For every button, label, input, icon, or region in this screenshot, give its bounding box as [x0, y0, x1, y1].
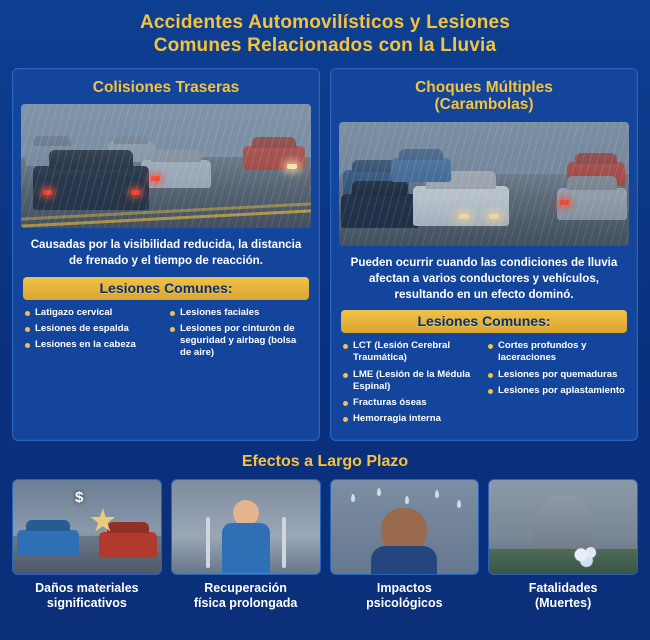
long-term-card-fatalities — [488, 479, 638, 611]
list-item — [170, 323, 307, 360]
section-title — [21, 79, 311, 97]
bullet-icon — [343, 344, 348, 349]
car-red — [99, 532, 157, 558]
label-line2: física prolongada — [193, 595, 298, 610]
list-item — [343, 413, 480, 425]
section-caption: Causadas por la visibilidad reducida, la distancia de frenado y el tiempo de reacción. — [30, 238, 302, 268]
long-term-card-property-damage — [12, 479, 162, 611]
person-body — [222, 523, 270, 573]
list-item — [25, 323, 162, 335]
person-body — [371, 546, 437, 575]
long-term-card-psychological — [330, 479, 480, 611]
long-term-effects-row — [0, 479, 650, 611]
rear-end-collision-image — [21, 104, 311, 228]
bullet-icon — [343, 417, 348, 422]
section-rear-end-collisions — [12, 68, 320, 441]
list-item — [488, 369, 625, 381]
page-title-line1: Accidentes Automovilísticos y Lesiones — [139, 12, 511, 33]
rain-drop-icon — [377, 488, 381, 496]
dollar-icon: $ — [75, 489, 84, 507]
long-term-card-physical-recovery — [171, 479, 321, 611]
rain-drop-icon — [351, 494, 355, 502]
list-item-label: Fracturas óseas — [353, 397, 427, 409]
lesions-list — [339, 340, 629, 430]
list-item — [488, 385, 625, 397]
lesions-list — [21, 307, 311, 364]
rain-drop-icon — [435, 490, 439, 498]
flowers-icon — [572, 546, 602, 568]
car-blue — [17, 530, 79, 556]
section-title-line2: (Carambolas) — [434, 96, 534, 114]
bullet-icon — [25, 327, 30, 332]
crutch-left — [206, 517, 210, 568]
list-item — [25, 339, 162, 351]
lesions-column-left — [343, 340, 480, 430]
list-item — [343, 369, 480, 394]
crutch-right — [282, 517, 286, 568]
section-title-line1: Choques Múltiples — [415, 78, 553, 96]
mist-overlay — [339, 122, 629, 246]
label-line2: (Muertes) — [534, 595, 592, 610]
list-item-label: Lesiones en la cabeza — [35, 339, 136, 351]
long-term-card-label — [330, 575, 480, 611]
list-item-label: LCT (Lesión Cerebral Traumática) — [353, 340, 451, 364]
list-item-label: Hemorragia interna — [353, 413, 441, 425]
bullet-icon — [343, 373, 348, 378]
lesions-header: Lesiones Comunes: — [341, 310, 627, 333]
list-item-label: Lesiones por aplastamiento — [498, 384, 625, 396]
list-item-label: Cortes profundos y laceraciones — [498, 340, 587, 364]
long-term-effects-title: Efectos a Largo Plazo — [241, 452, 409, 470]
label-line2: significativos — [46, 595, 127, 610]
bullet-icon — [25, 343, 30, 348]
label-line1: Recuperación — [204, 580, 287, 595]
lesions-column-right — [170, 307, 307, 364]
section-title-line1: Colisiones Traseras — [92, 78, 240, 96]
mist-overlay — [21, 104, 311, 228]
list-item — [25, 307, 162, 319]
grass — [489, 549, 637, 573]
label-line1: Fatalidades — [528, 580, 598, 595]
list-item-label: Lesiones por quemaduras — [498, 368, 618, 380]
section-title — [339, 79, 629, 115]
list-item-label: Lesiones faciales — [180, 306, 260, 318]
rain-drop-icon — [457, 500, 461, 508]
pileup-image — [339, 122, 629, 246]
list-item — [343, 340, 480, 365]
lesions-header: Lesiones Comunes: — [23, 277, 309, 300]
long-term-card-label — [12, 575, 162, 611]
lesions-column-right — [488, 340, 625, 430]
list-item-label: Lesiones de espalda — [35, 322, 129, 334]
page-title-line2: Comunes Relacionados con la Lluvia — [153, 34, 497, 56]
long-term-card-label — [488, 575, 638, 611]
physical-recovery-image — [171, 479, 321, 575]
list-item-label: LME (Lesión de la Médula Espinal) — [353, 368, 471, 392]
label-line2: psicológicos — [366, 595, 443, 610]
list-item — [170, 307, 307, 319]
list-item-label: Latigazo cervical — [35, 306, 113, 318]
section-multi-vehicle-pileups — [330, 68, 638, 441]
list-item — [488, 340, 625, 365]
property-damage-image — [12, 479, 162, 575]
columns-container — [0, 68, 650, 441]
bullet-icon — [25, 311, 30, 316]
lesions-column-left — [25, 307, 162, 364]
section-caption: Pueden ocurrir cuando las condiciones de lluvia afectan a varios conductores y vehículos, resultando en un efecto dominó. — [350, 256, 618, 301]
list-item-label: Lesiones por cinturón de seguridad y airbag (bolsa de aire) — [180, 322, 297, 359]
label-line1: Daños materiales — [35, 580, 139, 595]
bullet-icon — [170, 311, 175, 316]
psychological-impact-image — [330, 479, 480, 575]
list-item — [343, 397, 480, 409]
fatalities-image — [488, 479, 638, 575]
page-title — [0, 0, 650, 68]
label-line1: Impactos — [376, 580, 432, 595]
rain-drop-icon — [405, 496, 409, 504]
bullet-icon — [343, 401, 348, 406]
bullet-icon — [170, 327, 175, 332]
bullet-icon — [488, 344, 493, 349]
bullet-icon — [488, 373, 493, 378]
long-term-card-label — [171, 575, 321, 611]
bullet-icon — [488, 389, 493, 394]
